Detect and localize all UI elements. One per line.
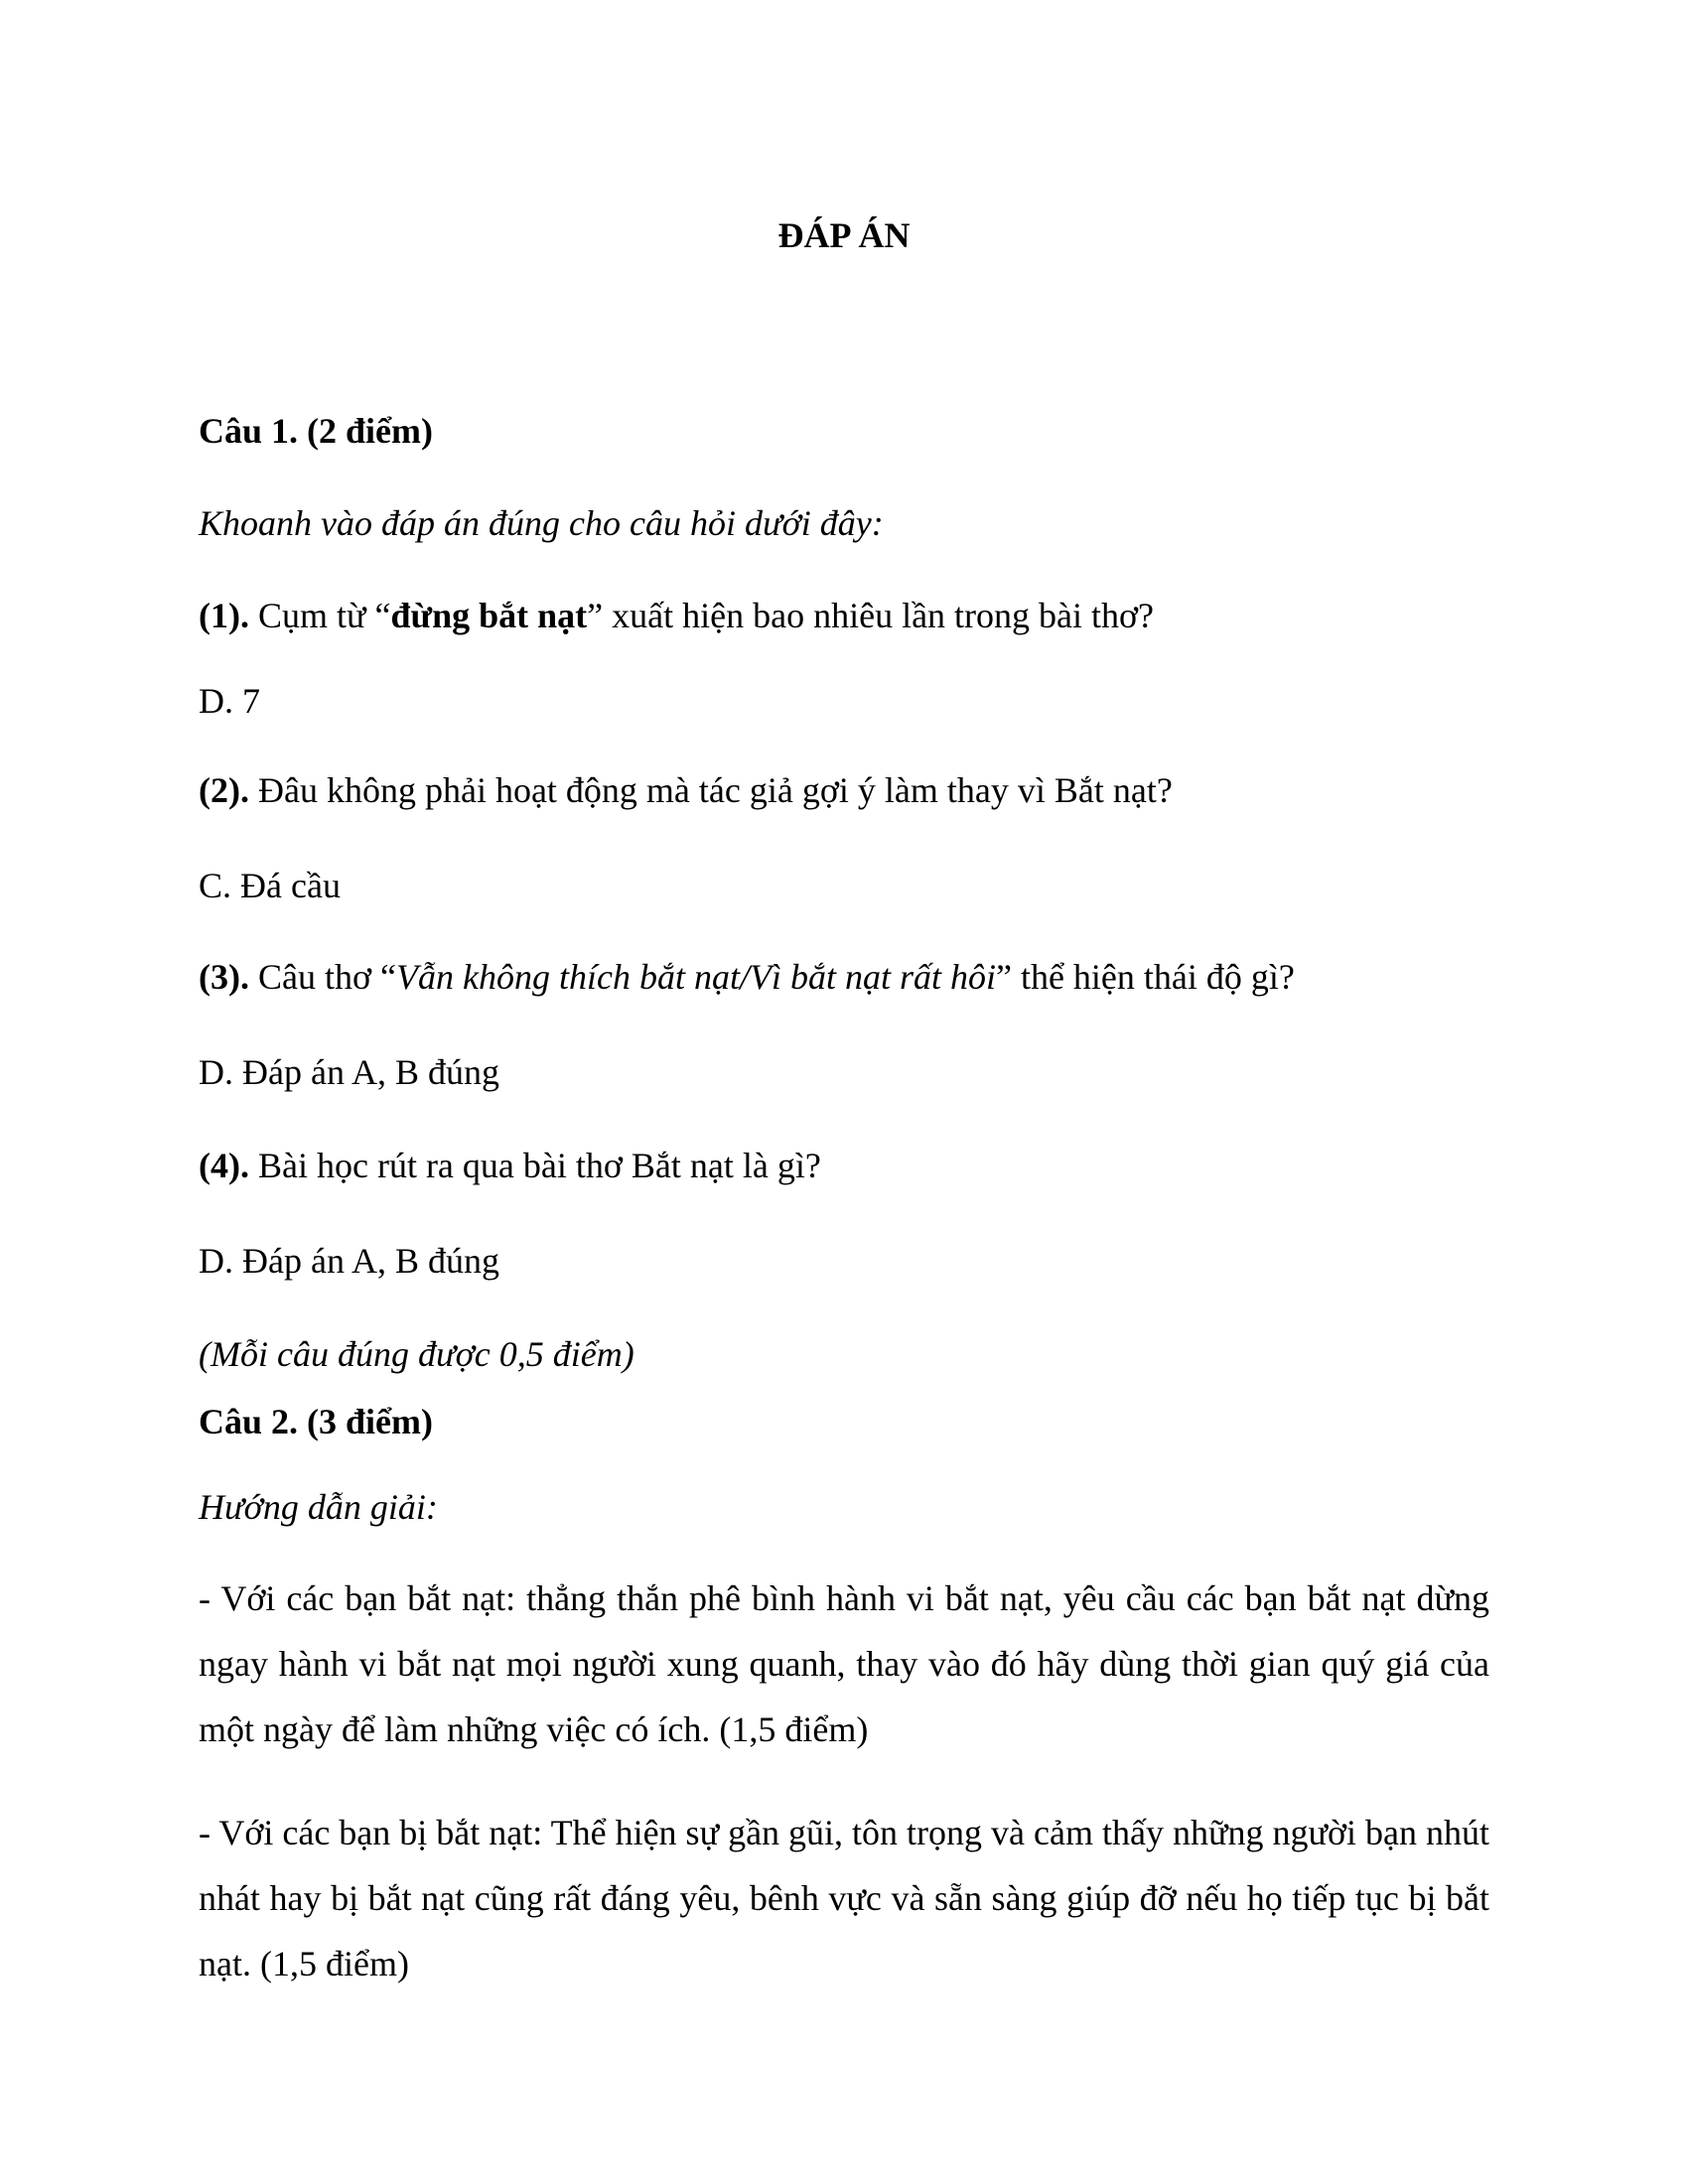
q1-item-1-number: (1). bbox=[199, 596, 249, 635]
q2-heading: Câu 2. (3 điểm) bbox=[199, 1402, 433, 1441]
q1-item-1-text-post: ” xuất hiện bao nhiêu lần trong bài thơ? bbox=[587, 596, 1155, 635]
q2-paragraph-2: - Với các bạn bị bắt nạt: Thể hiện sự gần gũi, tôn trọng và cảm thấy những người bạn nhút nhát hay bị bắt nạt cũng rất đáng yêu, bênh vực và sẵn sàng giúp đỡ nếu họ tiếp tục bị bắt nạt. (1,5 điểm) bbox=[199, 1813, 1490, 1983]
q1-item-2-question bbox=[199, 768, 1489, 812]
q1-item-2-answer: C. Đá cầu bbox=[199, 866, 341, 905]
q1-item-1-text-bold: đừng bắt nạt bbox=[390, 596, 588, 635]
q1-item-2-number: (2). bbox=[199, 770, 249, 810]
q1-item-3-text-post: ” thể hiện thái độ gì? bbox=[995, 957, 1295, 997]
page-title: ĐÁP ÁN bbox=[777, 215, 911, 255]
q1-item-3-text-pre: Câu thơ “ bbox=[248, 957, 396, 997]
q2-paragraph-1: - Với các bạn bắt nạt: thẳng thắn phê bình hành vi bắt nạt, yêu cầu các bạn bắt nạt dừng ngay hành vi bắt nạt mọi người xung quanh, thay vào đó hãy dùng thời gian quý giá của một ngày để làm những việc có ích. (1,5 điểm) bbox=[199, 1578, 1489, 1749]
q1-item-3-answer: D. Đáp án A, B đúng bbox=[199, 1052, 499, 1092]
q1-heading: Câu 1. (2 điểm) bbox=[199, 411, 433, 451]
q1-item-4-text: Bài học rút ra qua bài thơ Bắt nạt là gì? bbox=[248, 1146, 821, 1185]
q1-item-4-number: (4). bbox=[199, 1146, 249, 1185]
q1-item-3-text-italic: Vẫn không thích bắt nạt/Vì bắt nạt rất hôi bbox=[396, 957, 996, 997]
q1-item-4-question bbox=[199, 1144, 1489, 1187]
q1-item-3-number: (3). bbox=[199, 957, 249, 997]
q1-item-3-question bbox=[199, 955, 1489, 999]
q1-score-note: (Mỗi câu đúng được 0,5 điểm) bbox=[199, 1334, 634, 1374]
q1-item-1-text-pre: Cụm từ “ bbox=[248, 596, 391, 635]
q1-item-2-text: Đâu không phải hoạt động mà tác giả gợi ý làm thay vì Bắt nạt? bbox=[248, 770, 1173, 810]
q1-item-4-answer: D. Đáp án A, B đúng bbox=[199, 1241, 499, 1281]
q1-instruction: Khoanh vào đáp án đúng cho câu hỏi dưới đây: bbox=[199, 503, 884, 543]
q1-item-1-question bbox=[199, 594, 1489, 637]
q1-item-1-answer: D. 7 bbox=[199, 681, 260, 721]
q2-guide-label: Hướng dẫn giải: bbox=[199, 1487, 438, 1527]
